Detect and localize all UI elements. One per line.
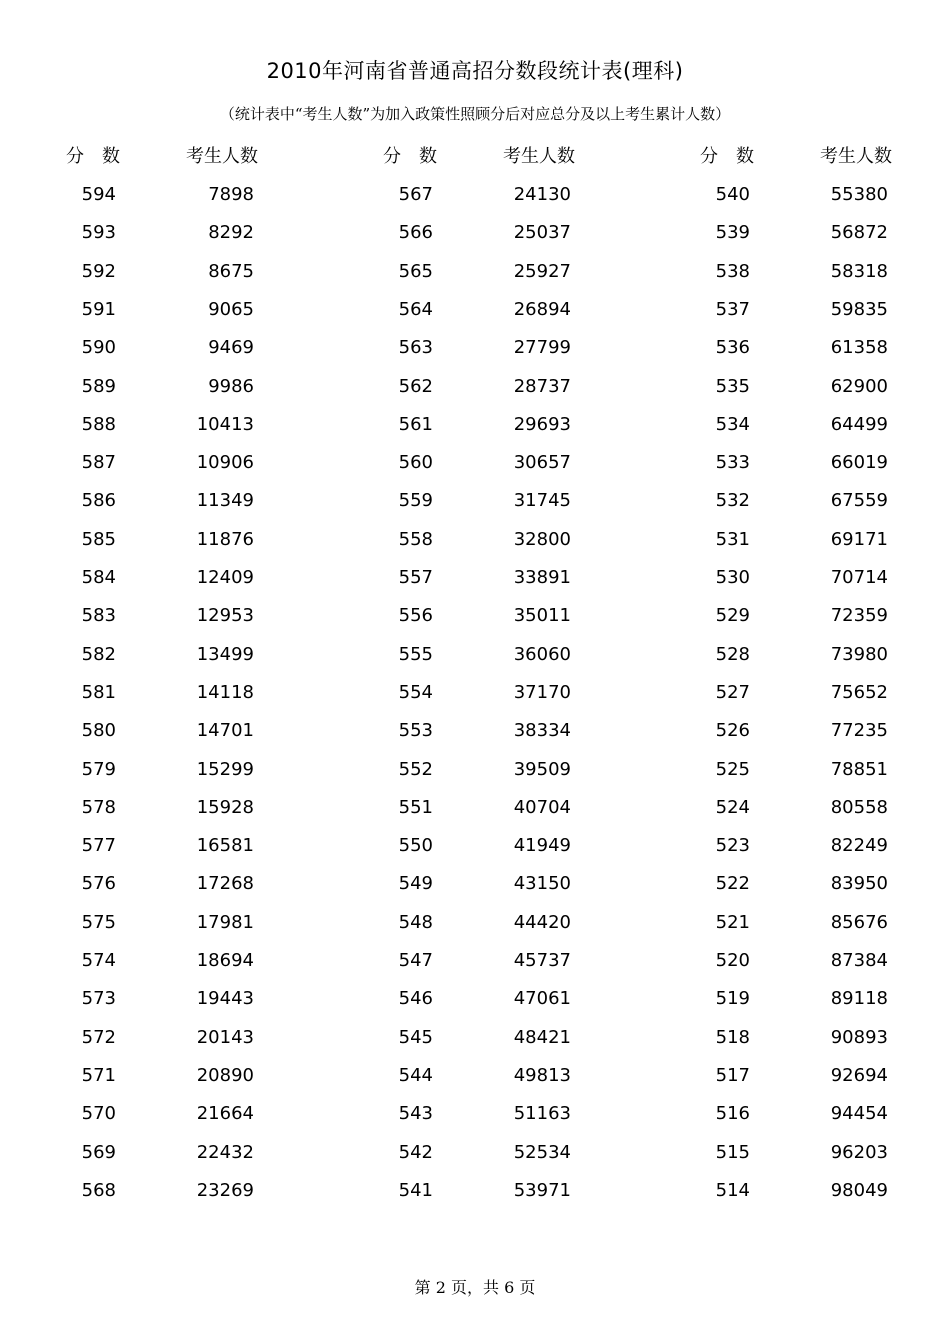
score-cell: 534: [715, 413, 750, 435]
score-cell: 591: [81, 298, 116, 320]
count-cell: 58318: [830, 260, 888, 282]
count-cell: 44420: [513, 911, 571, 933]
score-cell: 530: [715, 567, 750, 588]
count-cell: 62900: [830, 375, 888, 397]
count-cell: 61358: [830, 337, 888, 359]
count-cell: 8292: [208, 222, 254, 244]
count-cell: 59835: [830, 298, 888, 320]
count-cell: 14118: [196, 681, 254, 703]
count-cell: 15928: [196, 796, 254, 818]
score-cell: 562: [398, 375, 433, 397]
score-cell: 535: [715, 375, 750, 397]
score-cell: 524: [715, 796, 750, 818]
count-cell: 21664: [196, 1103, 254, 1125]
score-cell: 557: [398, 567, 433, 588]
score-cell: 541: [398, 1179, 433, 1201]
header-count: 考生人数: [820, 146, 892, 167]
score-cell: 563: [398, 337, 433, 359]
count-cell: 22432: [196, 1141, 254, 1163]
score-cell: 553: [398, 720, 433, 742]
score-cell: 588: [81, 413, 116, 435]
score-cell: 526: [715, 720, 750, 742]
score-cell: 579: [81, 758, 116, 780]
score-cell: 573: [81, 988, 116, 1010]
count-cell: 64499: [830, 413, 888, 435]
score-cell: 572: [81, 1026, 116, 1048]
score-cell: 544: [398, 1064, 433, 1086]
score-cell: 552: [398, 758, 433, 780]
score-cell: 566: [398, 222, 433, 244]
score-cell: 528: [715, 643, 750, 665]
score-cell: 527: [715, 681, 750, 703]
header-count: 考生人数: [503, 146, 575, 167]
count-cell: 32800: [513, 528, 571, 550]
count-cell: 9469: [208, 337, 254, 359]
score-cell: 589: [81, 375, 116, 397]
score-cell: 519: [715, 988, 750, 1010]
count-cell: 48421: [513, 1026, 571, 1048]
count-cell: 10413: [196, 413, 254, 435]
count-cell: 9065: [208, 298, 254, 320]
count-cell: 53971: [513, 1179, 571, 1201]
count-cell: 12409: [196, 567, 254, 588]
header-score: 分 数: [700, 146, 754, 167]
count-cell: 94454: [830, 1103, 888, 1125]
count-cell: 35011: [513, 605, 571, 627]
score-cell: 594: [81, 184, 116, 205]
score-cell: 571: [81, 1064, 116, 1086]
score-cell: 518: [715, 1026, 750, 1048]
count-cell: 77235: [830, 720, 888, 742]
count-cell: 26894: [513, 298, 571, 320]
score-cell: 564: [398, 298, 433, 320]
count-cell: 39509: [513, 758, 571, 780]
count-cell: 33891: [513, 567, 571, 588]
count-cell: 19443: [196, 988, 254, 1010]
score-cell: 586: [81, 490, 116, 512]
count-cell: 8675: [208, 260, 254, 282]
score-cell: 543: [398, 1103, 433, 1125]
count-cell: 10906: [196, 452, 254, 474]
count-cell: 73980: [830, 643, 888, 665]
score-cell: 542: [398, 1141, 433, 1163]
header-score: 分 数: [66, 146, 120, 167]
score-cell: 525: [715, 758, 750, 780]
score-cell: 533: [715, 452, 750, 474]
score-cell: 584: [81, 567, 116, 588]
count-cell: 69171: [830, 528, 888, 550]
score-cell: 585: [81, 528, 116, 550]
count-cell: 15299: [196, 758, 254, 780]
count-cell: 85676: [830, 911, 888, 933]
page-footer: 第 2 页，共 6 页: [414, 1278, 536, 1297]
score-cell: 592: [81, 260, 116, 282]
count-cell: 29693: [513, 413, 571, 435]
count-cell: 16581: [196, 835, 254, 857]
count-cell: 98049: [830, 1179, 888, 1201]
score-cell: 581: [81, 681, 116, 703]
count-cell: 20890: [196, 1064, 254, 1086]
count-cell: 31745: [513, 490, 571, 512]
count-cell: 87384: [830, 950, 888, 971]
count-cell: 47061: [513, 988, 571, 1010]
count-cell: 75652: [830, 681, 888, 703]
count-cell: 49813: [513, 1064, 571, 1086]
count-cell: 23269: [196, 1179, 254, 1201]
score-cell: 532: [715, 490, 750, 512]
score-cell: 548: [398, 911, 433, 933]
count-cell: 7898: [208, 184, 254, 205]
count-cell: 24130: [513, 184, 571, 205]
score-cell: 522: [715, 873, 750, 895]
score-cell: 549: [398, 873, 433, 895]
score-cell: 565: [398, 260, 433, 282]
count-cell: 67559: [830, 490, 888, 512]
score-cell: 577: [81, 835, 116, 857]
score-cell: 556: [398, 605, 433, 627]
score-cell: 554: [398, 681, 433, 703]
score-cell: 558: [398, 528, 433, 550]
score-cell: 587: [81, 452, 116, 474]
score-cell: 515: [715, 1141, 750, 1163]
score-cell: 551: [398, 796, 433, 818]
count-cell: 12953: [196, 605, 254, 627]
score-cell: 537: [715, 298, 750, 320]
score-cell: 576: [81, 873, 116, 895]
score-cell: 539: [715, 222, 750, 244]
count-cell: 40704: [513, 796, 571, 818]
score-cell: 529: [715, 605, 750, 627]
score-cell: 516: [715, 1103, 750, 1125]
score-cell: 538: [715, 260, 750, 282]
count-cell: 89118: [830, 988, 888, 1010]
score-cell: 567: [398, 184, 433, 205]
count-cell: 41949: [513, 835, 571, 857]
score-cell: 575: [81, 911, 116, 933]
count-cell: 14701: [196, 720, 254, 742]
page-title: 2010年河南省普通高招分数段统计表(理科): [266, 59, 684, 83]
count-cell: 90893: [830, 1026, 888, 1048]
header-count: 考生人数: [186, 146, 258, 167]
count-cell: 30657: [513, 452, 571, 474]
score-cell: 540: [715, 184, 750, 205]
count-cell: 25037: [513, 222, 571, 244]
count-cell: 43150: [513, 873, 571, 895]
count-cell: 17268: [196, 873, 254, 895]
count-cell: 37170: [513, 681, 571, 703]
score-cell: 574: [81, 950, 116, 971]
score-cell: 555: [398, 643, 433, 665]
score-cell: 550: [398, 835, 433, 857]
count-cell: 11349: [196, 490, 254, 512]
page-subtitle: （统计表中“考生人数”为加入政策性照顾分后对应总分及以上考生累计人数）: [219, 105, 731, 123]
count-cell: 72359: [830, 605, 888, 627]
score-cell: 578: [81, 796, 116, 818]
score-cell: 593: [81, 222, 116, 244]
score-cell: 536: [715, 337, 750, 359]
count-cell: 51163: [513, 1103, 571, 1125]
score-cell: 523: [715, 835, 750, 857]
score-cell: 561: [398, 413, 433, 435]
count-cell: 13499: [196, 643, 254, 665]
count-cell: 66019: [830, 452, 888, 474]
count-cell: 18694: [196, 950, 254, 971]
count-cell: 83950: [830, 873, 888, 895]
score-cell: 568: [81, 1179, 116, 1201]
count-cell: 56872: [830, 222, 888, 244]
score-cell: 582: [81, 643, 116, 665]
count-cell: 27799: [513, 337, 571, 359]
count-cell: 78851: [830, 758, 888, 780]
count-cell: 80558: [830, 796, 888, 818]
score-cell: 546: [398, 988, 433, 1010]
count-cell: 55380: [830, 184, 888, 205]
score-cell: 547: [398, 950, 433, 971]
count-cell: 36060: [513, 643, 571, 665]
count-cell: 25927: [513, 260, 571, 282]
score-cell: 580: [81, 720, 116, 742]
score-cell: 590: [81, 337, 116, 359]
score-cell: 520: [715, 950, 750, 971]
score-cell: 583: [81, 605, 116, 627]
score-cell: 560: [398, 452, 433, 474]
count-cell: 38334: [513, 720, 571, 742]
count-cell: 70714: [830, 567, 888, 588]
count-cell: 45737: [513, 950, 571, 971]
count-cell: 11876: [196, 528, 254, 550]
score-cell: 569: [81, 1141, 116, 1163]
count-cell: 52534: [513, 1141, 571, 1163]
count-cell: 9986: [208, 375, 254, 397]
score-cell: 521: [715, 911, 750, 933]
count-cell: 82249: [830, 835, 888, 857]
score-cell: 570: [81, 1103, 116, 1125]
score-cell: 559: [398, 490, 433, 512]
count-cell: 20143: [196, 1026, 254, 1048]
count-cell: 96203: [830, 1141, 888, 1163]
score-cell: 531: [715, 528, 750, 550]
header-score: 分 数: [383, 146, 437, 167]
score-cell: 545: [398, 1026, 433, 1048]
score-cell: 514: [715, 1179, 750, 1201]
count-cell: 17981: [196, 911, 254, 933]
count-cell: 28737: [513, 375, 571, 397]
score-cell: 517: [715, 1064, 750, 1086]
count-cell: 92694: [830, 1064, 888, 1086]
